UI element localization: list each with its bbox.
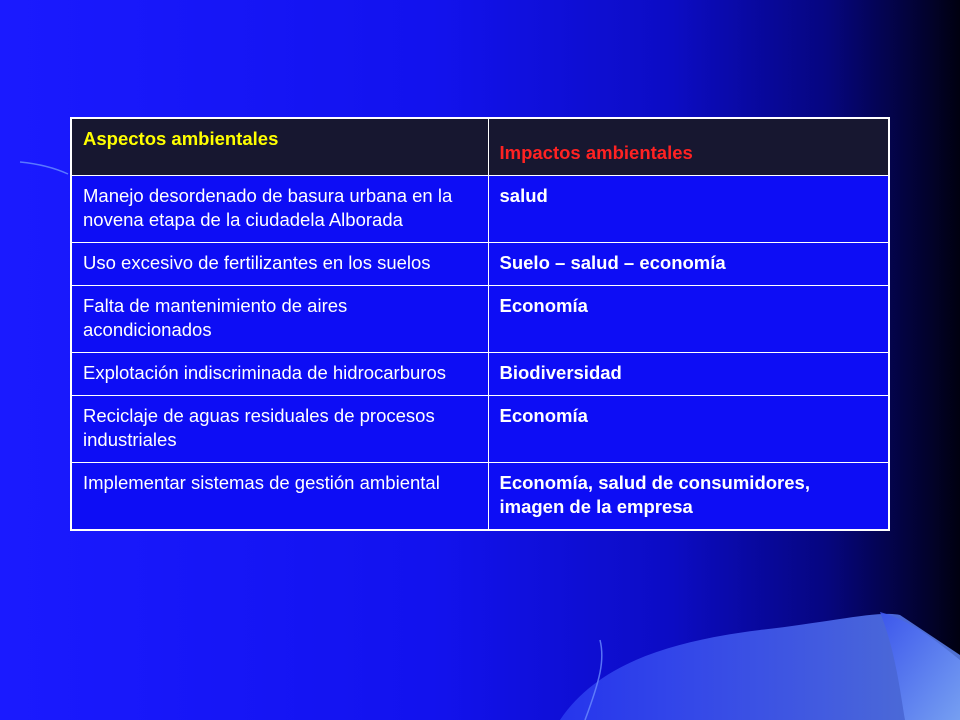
table-row [71, 463, 889, 531]
table-row [71, 353, 889, 396]
table-row [71, 176, 889, 243]
impact-cell: Economía, salud de consumidores, imagen de la empresa [488, 463, 889, 531]
aspect-cell: Reciclaje de aguas residuales de procesos industriales [71, 396, 488, 463]
aspect-cell: Implementar sistemas de gestión ambiental [71, 463, 488, 531]
table-row [71, 243, 889, 286]
aspect-cell: Explotación indiscriminada de hidrocarburos [71, 353, 488, 396]
aspect-cell: Uso excesivo de fertilizantes en los suelos [71, 243, 488, 286]
impact-cell: Biodiversidad [488, 353, 889, 396]
table-row [71, 396, 889, 463]
table-row [71, 286, 889, 353]
aspect-cell: Manejo desordenado de basura urbana en la novena etapa de la ciudadela Alborada [71, 176, 488, 243]
impact-cell: Suelo – salud – economía [488, 243, 889, 286]
impacts-header: Impactos ambientales [488, 118, 889, 176]
background-curve-line [20, 162, 68, 174]
table-header-row [71, 118, 889, 176]
impact-cell: Economía [488, 286, 889, 353]
environmental-aspects-table [70, 117, 890, 531]
aspect-cell: Falta de mantenimiento de aires acondicionados [71, 286, 488, 353]
impact-cell: salud [488, 176, 889, 243]
aspects-header: Aspectos ambientales [71, 118, 488, 176]
impact-cell: Economía [488, 396, 889, 463]
